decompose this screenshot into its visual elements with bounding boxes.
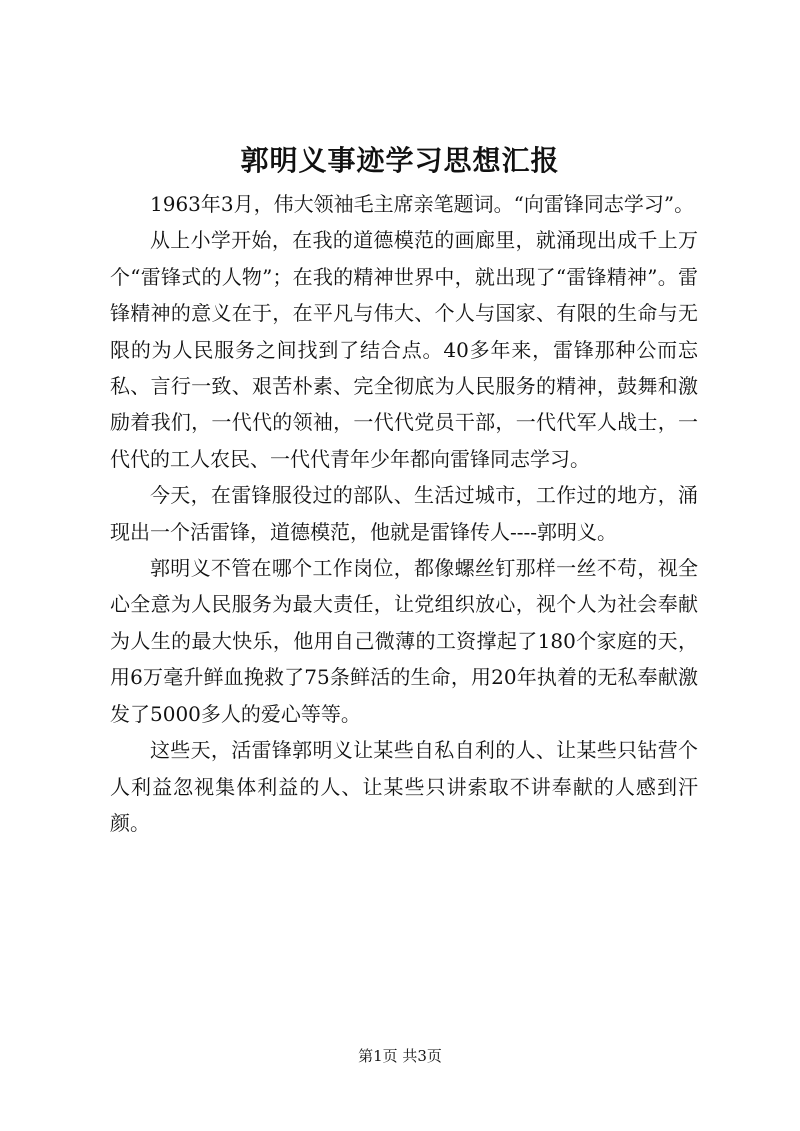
page-footer: 第1页 共3页 xyxy=(358,1047,442,1065)
paragraph-4: 郭明义不管在哪个工作岗位，都像螺丝钉那样一丝不苟，视全心全意为人民服务为最大责任，让党组织放心，视个人为社会奉献为人生的最大快乐，他用自己微薄的工资撑起了180个家庭的天，用6万毫升鲜血挽救了75条鲜活的生命，用20年执着的无私奉献激发了5000多人的爱心等等。 xyxy=(110,556,698,726)
document-body xyxy=(110,186,698,841)
document-title: 郭明义事迹学习思想汇报 xyxy=(240,144,560,177)
paragraph-3: 今天，在雷锋服役过的部队、生活过城市，工作过的地方，涌现出一个活雷锋，道德模范，他就是雷锋传人----郭明义。 xyxy=(110,483,698,544)
paragraph-2: 从上小学开始，在我的道德模范的画廊里，就涌现出成千上万个“雷锋式的人物”；在我的精神世界中，就出现了“雷锋精神”。雷锋精神的意义在于，在平凡与伟大、个人与国家、有限的生命与无限的为人民服务之间找到了结合点。40多年来，雷锋那种公而忘私、言行一致、艰苦朴素、完全彻底为人民服务的精神，鼓舞和激励着我们，一代代的领袖，一代代党员干部，一代代军人战士，一代代的工人农民、一代代青年少年都向雷锋同志学习。 xyxy=(110,228,698,471)
paragraph-5: 这些天，活雷锋郭明义让某些自私自利的人、让某些只钻营个人利益忽视集体利益的人、让某些只讲索取不讲奉献的人感到汗颜。 xyxy=(110,738,698,835)
paragraph-1: 1963年3月，伟大领袖毛主席亲笔题词。“向雷锋同志学习”。 xyxy=(150,192,695,216)
